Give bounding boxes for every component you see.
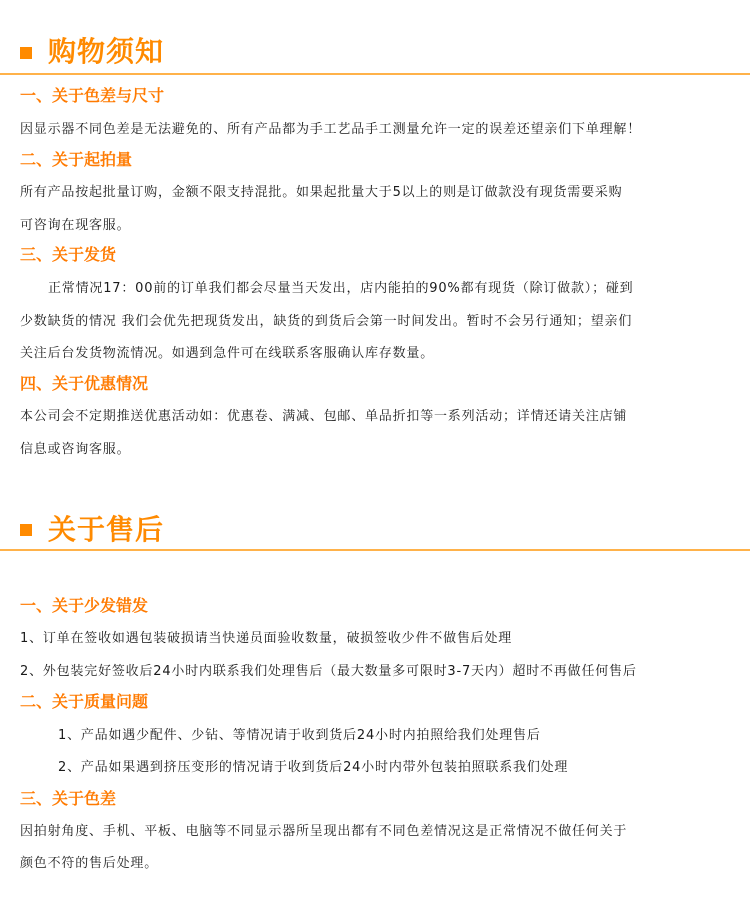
paragraph-line: 颜色不符的售后处理。 <box>20 856 159 871</box>
square-bullet-icon <box>20 47 32 59</box>
subheading: 二、关于质量问题 <box>20 692 149 711</box>
paragraph-line: 因拍射角度、手机、平板、电脑等不同显示器所呈现出都有不同色差情况这是正常情况不做任何关于 <box>20 824 628 839</box>
paragraph-line: 1、产品如遇少配件、少钻、等情况请于收到货后24小时内拍照给我们处理售后 <box>58 728 541 743</box>
paragraph-line: 本公司会不定期推送优惠活动如：优惠卷、满减、包邮、单品折扣等一系列活动；详情还请关注店铺 <box>20 409 628 424</box>
paragraph-line: 所有产品按起批量订购，金额不限支持混批。如果起批量大于5以上的则是订做款没有现货需要采购 <box>20 185 623 200</box>
section-title: 关于售后 <box>48 513 165 546</box>
paragraph-line: 1、订单在签收如遇包装破损请当快递员面验收数量，破损签收少件不做售后处理 <box>20 631 513 646</box>
paragraph-line: 2、产品如果遇到挤压变形的情况请于收到货后24小时内带外包装拍照联系我们处理 <box>58 760 569 775</box>
paragraph-line: 因显示器不同色差是无法避免的、所有产品都为手工艺品手工测量允许一定的误差还望亲们下单理解！ <box>20 122 642 137</box>
subheading: 四、关于优惠情况 <box>20 374 149 393</box>
divider <box>0 549 750 551</box>
subheading: 二、关于起拍量 <box>20 150 133 169</box>
paragraph-line: 正常情况17：00前的订单我们都会尽量当天发出，店内能拍的90%都有现货（除订做款）；碰到 <box>48 281 634 296</box>
section-title: 购物须知 <box>48 35 165 68</box>
paragraph-line: 信息或咨询客服。 <box>20 442 131 457</box>
subheading: 三、关于发货 <box>20 245 117 264</box>
subheading: 一、关于色差与尺寸 <box>20 86 165 105</box>
paragraph-line: 可咨询在现客服。 <box>20 218 131 233</box>
paragraph-line: 关注后台发货物流情况。如遇到急件可在线联系客服确认库存数量。 <box>20 346 435 361</box>
subheading: 一、关于少发错发 <box>20 596 149 615</box>
square-bullet-icon <box>20 524 32 536</box>
divider <box>0 73 750 75</box>
paragraph-line: 少数缺货的情况 我们会优先把现货发出，缺货的到货后会第一时间发出。暂时不会另行通知；望亲们 <box>20 314 633 329</box>
paragraph-line: 2、外包装完好签收后24小时内联系我们处理售后（最大数量多可限时3-7天内）超时不再做任何售后 <box>20 664 637 679</box>
subheading: 三、关于色差 <box>20 789 117 808</box>
